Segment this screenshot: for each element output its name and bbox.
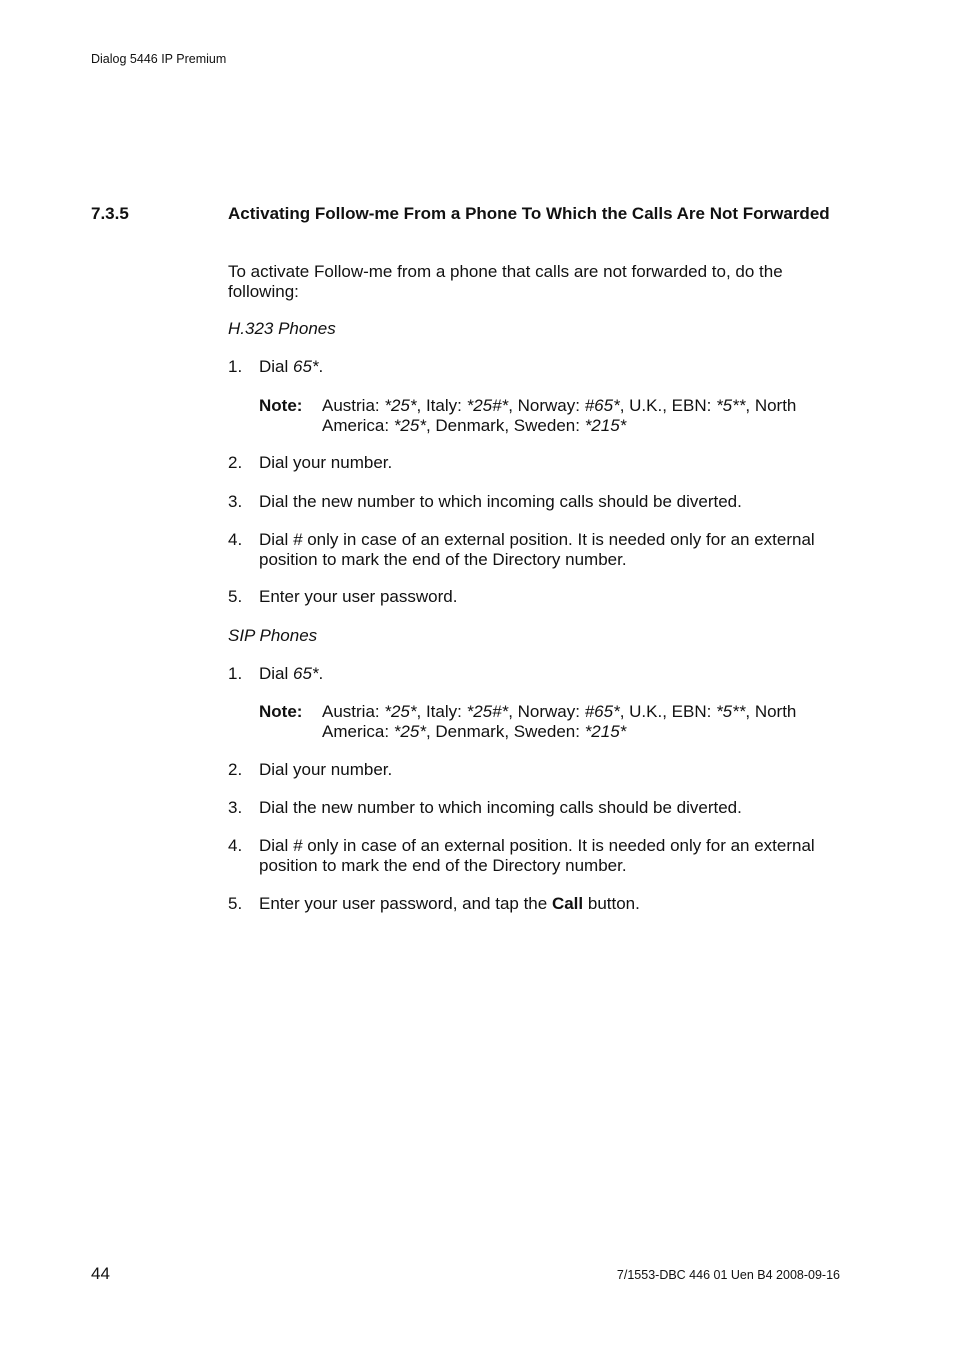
step-text: Dial 65*. (259, 357, 324, 376)
step-number: 5. (228, 587, 243, 606)
step-number: 4. (228, 836, 243, 855)
step-number: 3. (228, 492, 243, 511)
step-number: 1. (228, 357, 243, 376)
step-number: 4. (228, 530, 243, 549)
intro-paragraph: To activate Follow-me from a phone that calls are not forwarded to, do the following: (228, 262, 783, 301)
note-label: Note: (259, 396, 303, 415)
step-number: 2. (228, 453, 243, 472)
step-text: Dial the new number to which incoming calls should be diverted. (259, 492, 742, 511)
sip-heading: SIP Phones (228, 626, 318, 645)
section-number: 7.3.5 (91, 204, 129, 223)
h323-heading: H.323 Phones (228, 319, 336, 338)
step-text: Dial 65*. (259, 664, 324, 683)
running-header: Dialog 5446 IP Premium (91, 52, 227, 66)
step-text: Dial the new number to which incoming calls should be diverted. (259, 798, 742, 817)
section-title: Activating Follow-me From a Phone To Which the Calls Are Not Forwarded (228, 204, 830, 223)
step-text: Dial # only in case of an external position. It is needed only for an external position to mark the end of the Directory number. (259, 836, 815, 875)
step-text: Dial your number. (259, 760, 393, 779)
step-text: Dial your number. (259, 453, 393, 472)
step-number: 1. (228, 664, 243, 683)
note-text: Austria: *25*, Italy: *25#*, Norway: #65*, U.K., EBN: *5**, North America: *25*, Denmark, Sweden: *215* (322, 396, 797, 435)
note-label: Note: (259, 702, 303, 721)
step-text: Enter your user password. (259, 587, 458, 606)
step-number: 2. (228, 760, 243, 779)
note-text: Austria: *25*, Italy: *25#*, Norway: #65*, U.K., EBN: *5**, North America: *25*, Denmark, Sweden: *215* (322, 702, 797, 741)
document-reference: 7/1553-DBC 446 01 Uen B4 2008-09-16 (616, 1268, 840, 1282)
step-number: 3. (228, 798, 243, 817)
step-number: 5. (228, 894, 243, 913)
step-text: Enter your user password, and tap the Call button. (259, 894, 640, 913)
page-number: 44 (91, 1264, 110, 1283)
call-button-label: Call (551, 894, 584, 913)
step-text: Dial # only in case of an external position. It is needed only for an external position to mark the end of the Directory number. (259, 530, 815, 569)
